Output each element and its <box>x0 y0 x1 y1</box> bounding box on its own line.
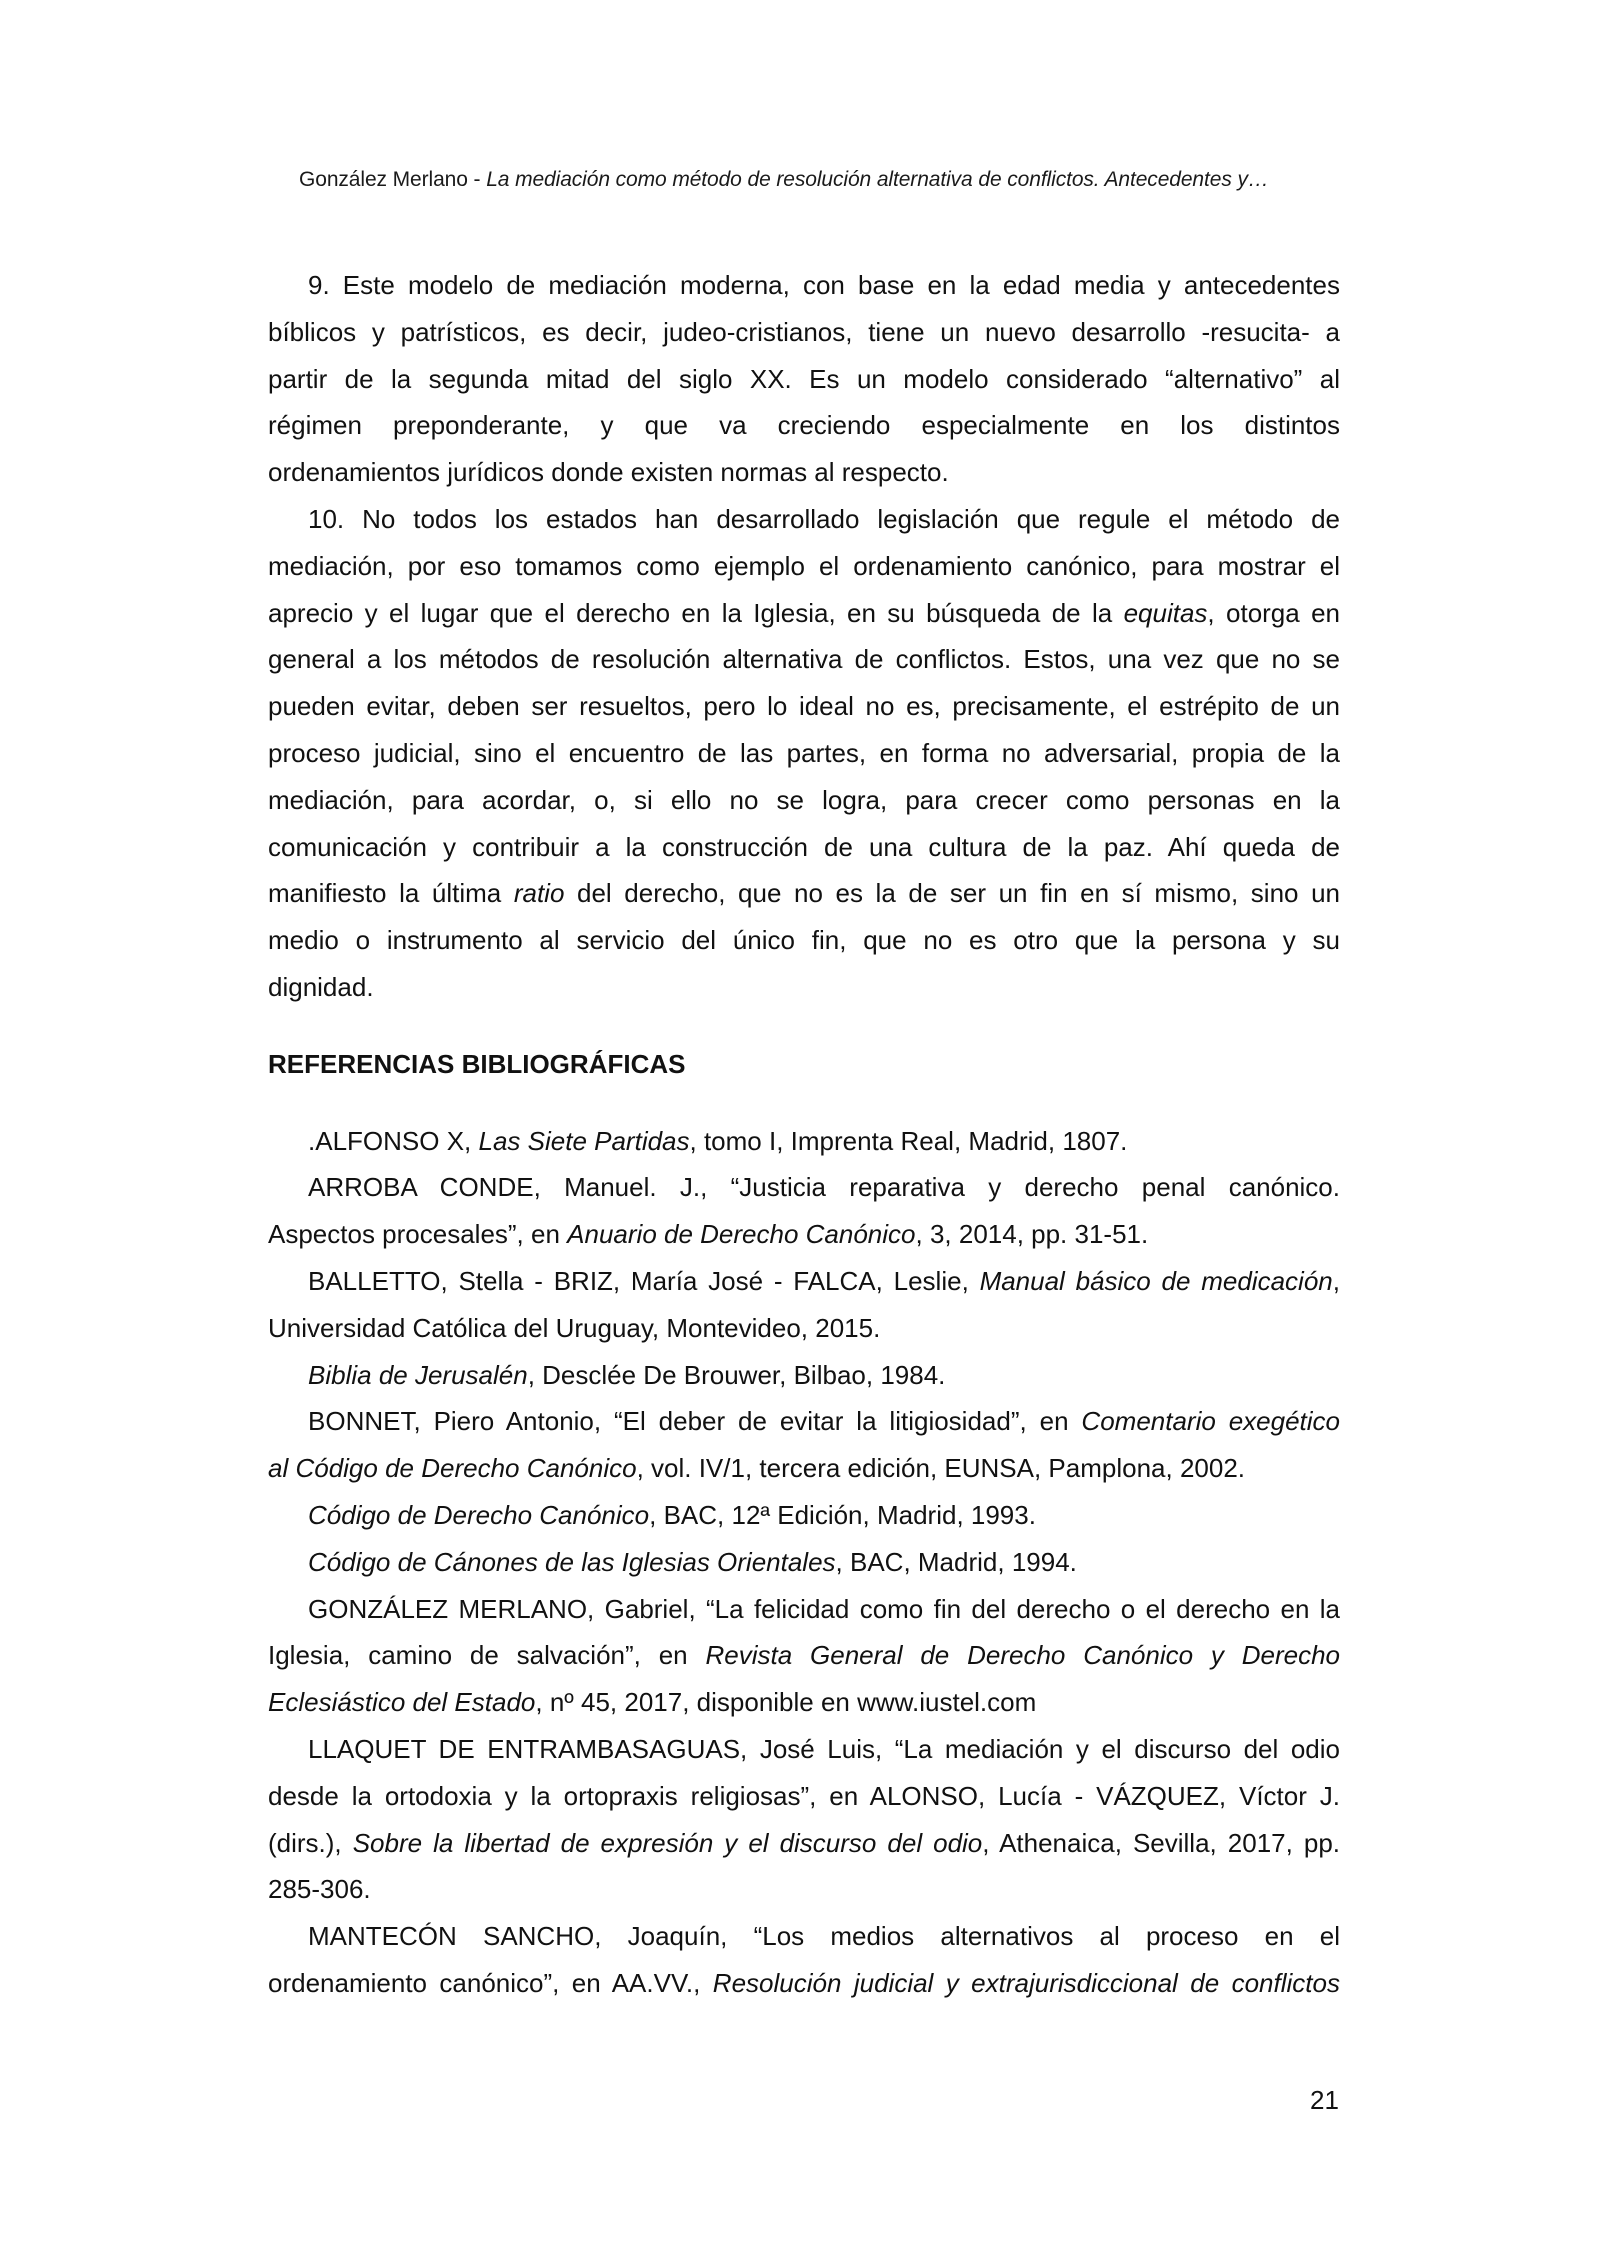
header-title: La mediación como método de resolución alternativa de conflictos. Antecedentes y… <box>486 168 1269 191</box>
italic-title: Biblia de Jerusalén <box>308 1359 528 1390</box>
text-segment: aprecio y el lugar que el derecho en la Iglesia, en su búsqueda de la <box>268 597 1124 628</box>
paragraph-10 <box>268 496 1340 1011</box>
text-segment: , BAC, Madrid, 1994. <box>835 1546 1077 1577</box>
text-line <box>268 590 1340 637</box>
text-segment: del derecho, que no es la de ser un fin en sí mismo, sino un <box>564 878 1340 909</box>
text-line: dignidad. <box>268 971 374 1002</box>
text-segment: Aspectos procesales”, en <box>268 1219 568 1250</box>
reference-continuation <box>268 1679 1340 1726</box>
references-section <box>268 1041 1340 2007</box>
italic-title: Sobre la libertad de expresión y el discurso del odio <box>352 1827 983 1858</box>
text-segment: Iglesia, camino de salvación”, en <box>268 1640 706 1671</box>
text-line: mediación, por eso tomamos como ejemplo el ordenamiento canónico, para mostrar el <box>268 550 1340 581</box>
italic-title: al Código de Derecho Canónico <box>268 1453 637 1484</box>
text-segment: , vol. IV/1, tercera edición, EUNSA, Pamplona, 2002. <box>636 1453 1246 1484</box>
paragraph-9 <box>268 262 1340 496</box>
reference-entry <box>268 1492 1340 1539</box>
italic-title: Manual básico de medicación <box>979 1265 1333 1296</box>
text-segment: (dirs.), <box>268 1827 353 1858</box>
reference-continuation: Universidad Católica del Uruguay, Montevideo, 2015. <box>268 1312 881 1343</box>
running-header <box>299 168 1269 192</box>
reference-continuation <box>268 1445 1340 1492</box>
text-segment: ordenamiento canónico”, en AA.VV., <box>268 1967 713 1998</box>
reference-entry <box>268 1539 1340 1586</box>
italic-title: Las Siete Partidas <box>478 1125 690 1156</box>
reference-continuation <box>268 1632 1340 1679</box>
text-segment: , nº 45, 2017, disponible en www.iustel.com <box>535 1687 1037 1718</box>
reference-entry: MANTECÓN SANCHO, Joaquín, “Los medios alternativos al proceso en el <box>308 1921 1340 1952</box>
italic-title: Eclesiástico del Estado <box>268 1687 536 1718</box>
italic-title: Anuario de Derecho Canónico <box>567 1219 916 1250</box>
reference-entry: LLAQUET DE ENTRAMBASAGUAS, José Luis, “La mediación y el discurso del odio <box>308 1733 1340 1764</box>
text-line <box>268 870 1340 917</box>
text-line: partir de la segunda mitad del siglo XX. Es un modelo considerado “alternativo” al <box>268 363 1340 394</box>
header-author: González Merlano - <box>299 168 487 191</box>
reference-continuation <box>268 1211 1340 1258</box>
text-segment: .ALFONSO X, <box>308 1125 479 1156</box>
spacer <box>268 1088 1340 1118</box>
reference-entry: ARROBA CONDE, Manuel. J., “Justicia reparativa y derecho penal canónico. <box>308 1172 1340 1203</box>
spacer <box>268 1011 1340 1041</box>
references-heading: REFERENCIAS BIBLIOGRÁFICAS <box>268 1048 686 1079</box>
text-segment: manifiesto la última <box>268 878 514 909</box>
reference-continuation <box>268 1960 1340 2007</box>
italic-title: Código de Derecho Canónico <box>308 1499 650 1530</box>
reference-continuation <box>268 1820 1340 1867</box>
text-segment: , <box>1332 1265 1340 1296</box>
italic-term: ratio <box>513 878 565 909</box>
text-line: bíblicos y patrísticos, es decir, judeo-cristianos, tiene un nuevo desarrollo -resucita- a <box>268 316 1340 347</box>
text-segment: , tomo I, Imprenta Real, Madrid, 1807. <box>689 1125 1128 1156</box>
italic-term: equitas <box>1123 597 1208 628</box>
text-line: régimen preponderante, y que va creciendo especialmente en los distintos <box>268 410 1340 441</box>
text-segment: , otorga en <box>1207 597 1341 628</box>
text-line: pueden evitar, deben ser resueltos, pero lo ideal no es, precisamente, el estrépito de un <box>268 691 1340 722</box>
text-segment: , 3, 2014, pp. 31-51. <box>915 1219 1149 1250</box>
body-text <box>268 262 1340 2007</box>
text-line: proceso judicial, sino el encuentro de las partes, en forma no adversarial, propia de la <box>268 737 1340 768</box>
reference-entry <box>268 1398 1340 1445</box>
text-line: mediación, para acordar, o, si ello no se logra, para crecer como personas en la <box>268 784 1340 815</box>
reference-entry <box>268 1258 1340 1305</box>
text-segment: , Desclée De Brouwer, Bilbao, 1984. <box>527 1359 946 1390</box>
reference-continuation: desde la ortodoxia y la ortopraxis religiosas”, en ALONSO, Lucía - VÁZQUEZ, Víctor J. <box>268 1780 1340 1811</box>
text-line: comunicación y contribuir a la construcción de una cultura de la paz. Ahí queda de <box>268 831 1340 862</box>
text-segment: , Athenaica, Sevilla, 2017, pp. <box>982 1827 1340 1858</box>
reference-entry <box>268 1352 1340 1399</box>
text-segment: BALLETTO, Stella - BRIZ, María José - FALCA, Leslie, <box>308 1265 980 1296</box>
text-line: medio o instrumento al servicio del único fin, que no es otro que la persona y su <box>268 925 1340 956</box>
page-number: 21 <box>1310 2085 1339 2115</box>
italic-title: Revista General de Derecho Canónico y Derecho <box>705 1640 1340 1671</box>
reference-entry <box>268 1118 1340 1165</box>
text-line: ordenamientos jurídicos donde existen normas al respecto. <box>268 457 949 488</box>
reference-entry: GONZÁLEZ MERLANO, Gabriel, “La felicidad como fin del derecho o el derecho en la <box>308 1593 1340 1624</box>
text-line: 10. No todos los estados han desarrollado legislación que regule el método de <box>308 503 1340 534</box>
reference-continuation: 285-306. <box>268 1874 371 1905</box>
italic-title: Comentario exegético <box>1081 1406 1340 1437</box>
text-line: 9. Este modelo de mediación moderna, con base en la edad media y antecedentes <box>308 270 1340 300</box>
italic-title: Resolución judicial y extrajurisdiccional de conflictos <box>712 1967 1340 1998</box>
text-segment: BONNET, Piero Antonio, “El deber de evitar la litigiosidad”, en <box>308 1406 1082 1437</box>
text-segment: , BAC, 12ª Edición, Madrid, 1993. <box>649 1499 1036 1530</box>
italic-title: Código de Cánones de las Iglesias Orientales <box>308 1546 836 1577</box>
text-line: general a los métodos de resolución alternativa de conflictos. Estos, una vez que no se <box>268 644 1340 675</box>
